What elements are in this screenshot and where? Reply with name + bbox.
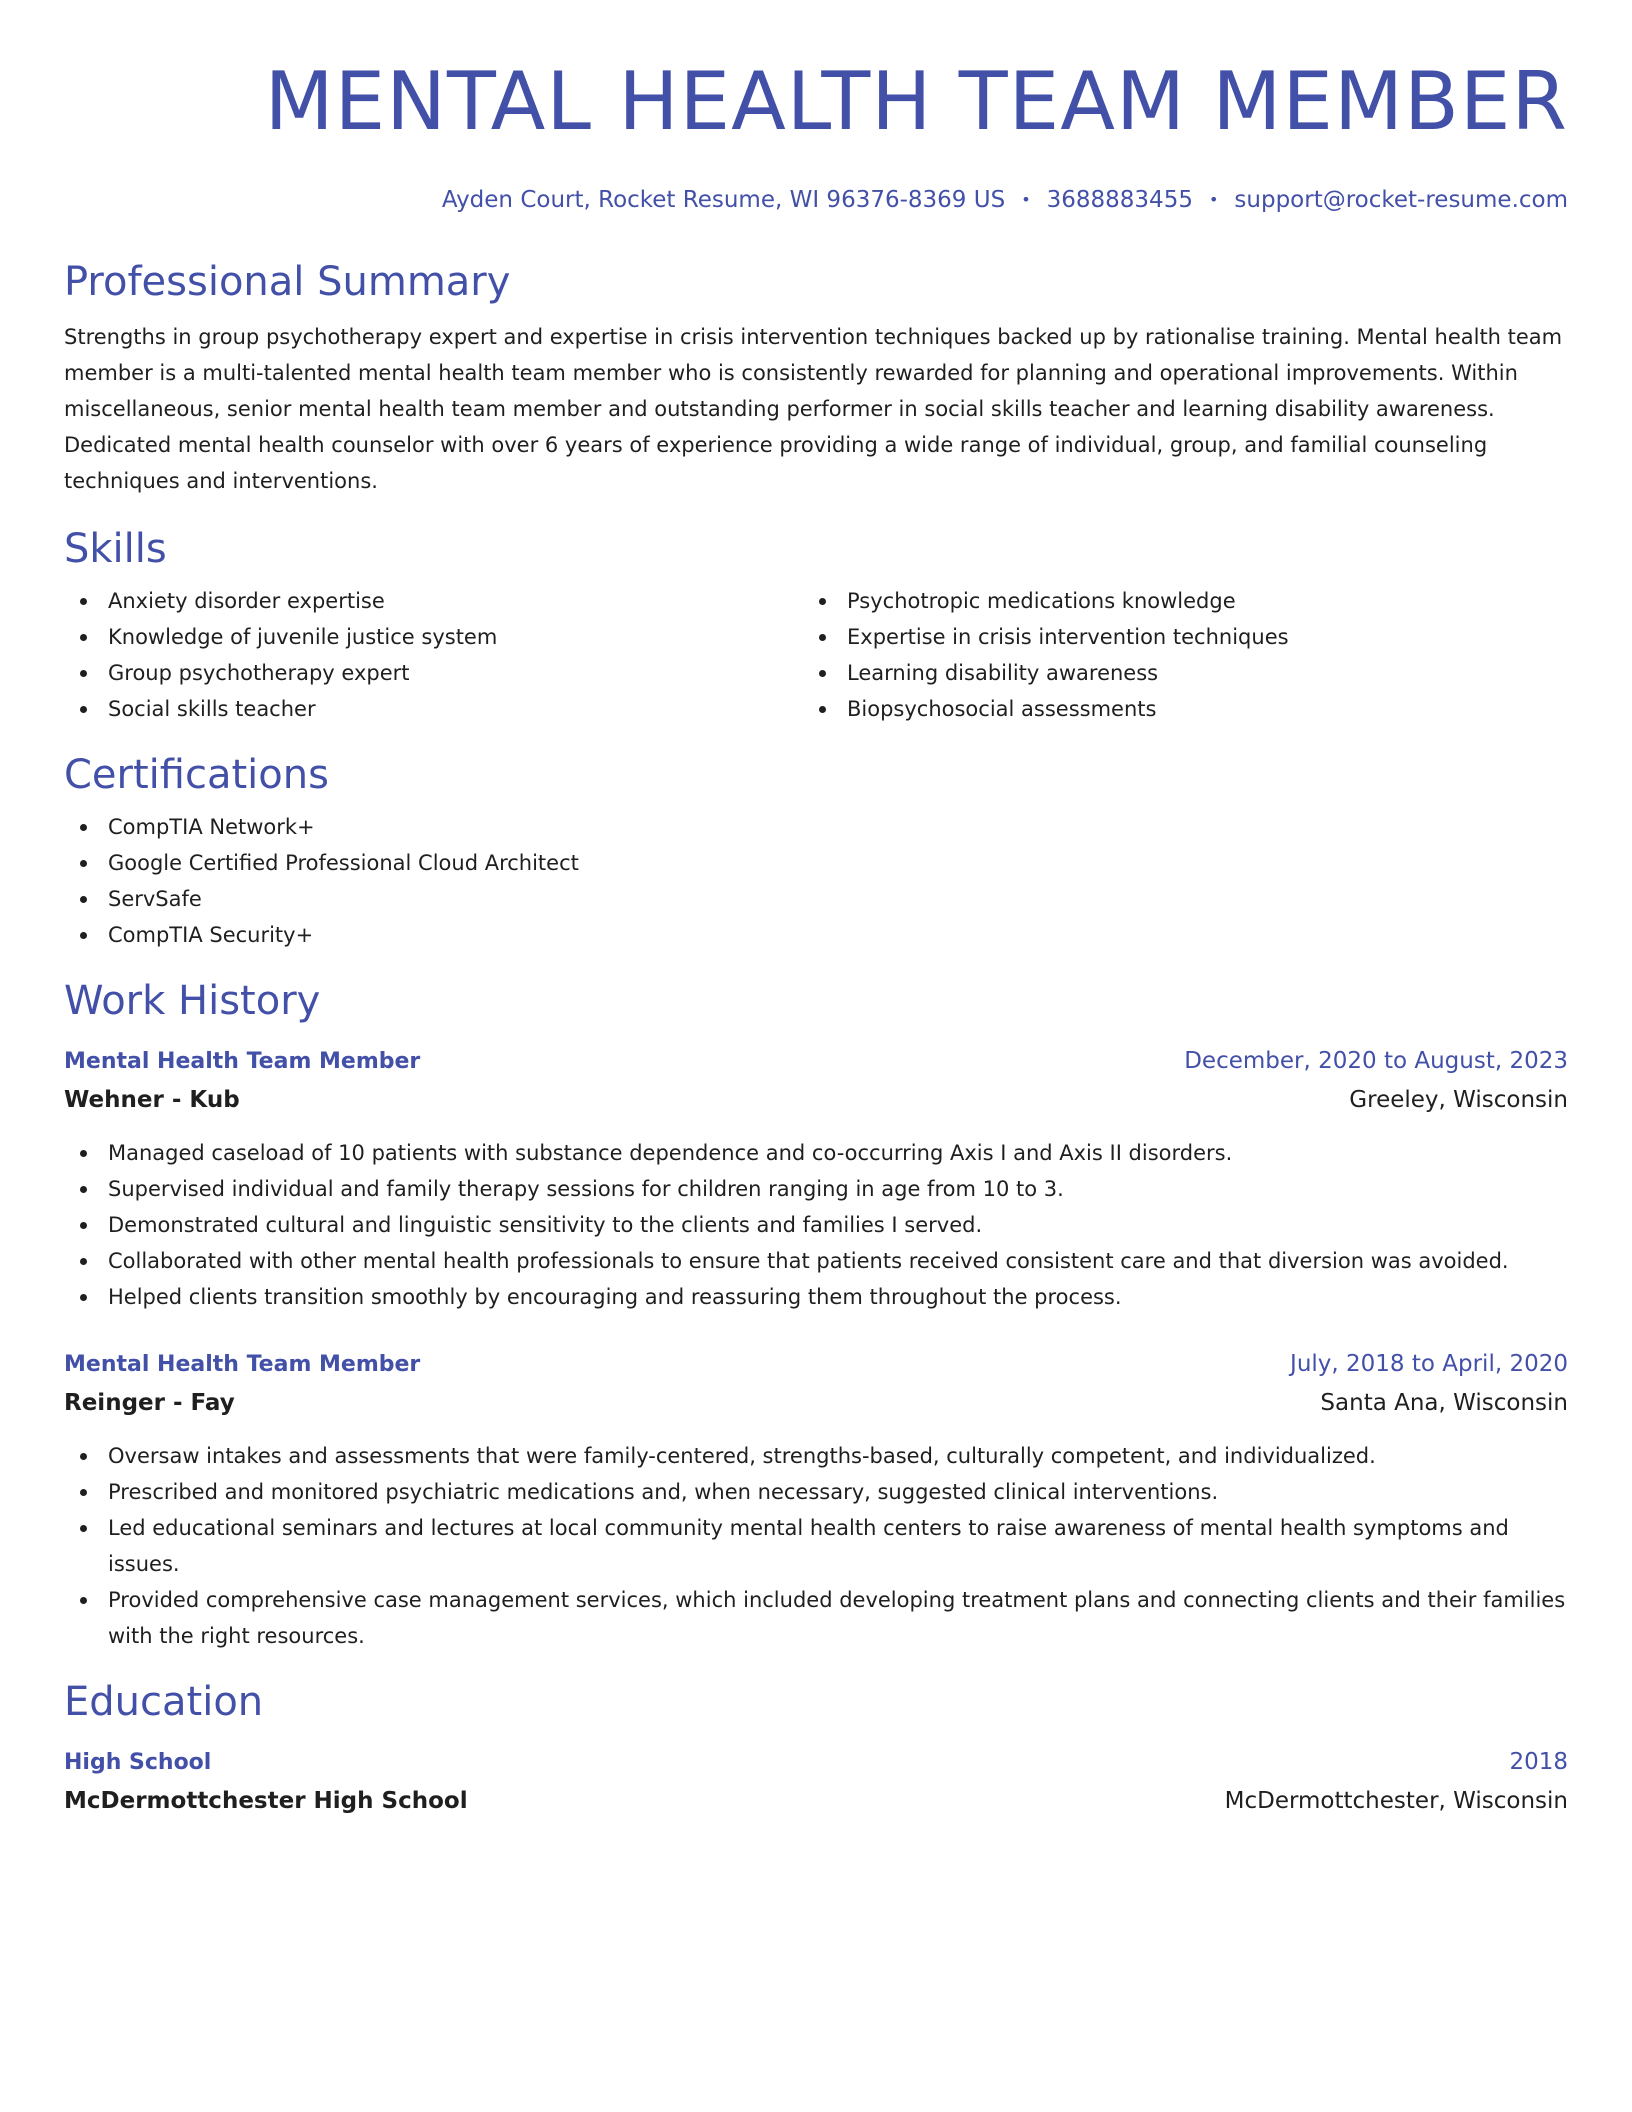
job-bullet: Demonstrated cultural and linguistic sensitivity to the clients and families I served.	[64, 1207, 1568, 1243]
certification-item: Google Certified Professional Cloud Architect	[64, 845, 1568, 881]
job-company: Wehner - Kub	[64, 1087, 240, 1113]
job-bullet: Oversaw intakes and assessments that were family-centered, strengths-based, culturally competent, and individualized.	[64, 1438, 1568, 1474]
section-title-education: Education	[64, 1679, 264, 1725]
job-role: Mental Health Team Member	[64, 1049, 421, 1074]
certification-item: CompTIA Security+	[64, 917, 1568, 953]
skill-item: Social skills teacher	[64, 691, 803, 727]
job-role: Mental Health Team Member	[64, 1352, 421, 1377]
job-bullets	[64, 1438, 1568, 1654]
education-subheader	[64, 1782, 1568, 1820]
job-header	[64, 1042, 1568, 1081]
job-bullet: Prescribed and monitored psychiatric medications and, when necessary, suggested clinical interventions.	[64, 1474, 1568, 1510]
section-title-skills: Skills	[64, 526, 167, 572]
skill-item: Group psychotherapy expert	[64, 655, 803, 691]
skill-item: Anxiety disorder expertise	[64, 583, 803, 619]
contact-address: Ayden Court, Rocket Resume, WI 96376-8369 US	[441, 187, 1006, 213]
job-bullets	[64, 1135, 1568, 1315]
job-bullet: Collaborated with other mental health professionals to ensure that patients received consistent care and that diversion was avoided.	[64, 1243, 1568, 1279]
job-subheader	[64, 1081, 1568, 1119]
skill-item: Expertise in crisis intervention techniques	[803, 619, 1542, 655]
job-bullet: Led educational seminars and lectures at local community mental health centers to raise awareness of mental health symptoms and issues.	[64, 1510, 1568, 1582]
contact-email[interactable]: support@rocket-resume.com	[1234, 187, 1568, 213]
skills-grid	[64, 583, 1568, 727]
education-entry	[64, 1743, 1568, 1820]
education-school: McDermottchester High School	[64, 1788, 468, 1814]
contact-separator: •	[1208, 190, 1219, 209]
education-header	[64, 1743, 1568, 1782]
job-entry	[64, 1345, 1568, 1654]
contact-line	[64, 185, 1568, 215]
job-dates: December, 2020 to August, 2023	[1184, 1048, 1568, 1074]
summary-text: Strengths in group psychotherapy expert and expertise in crisis intervention techniques backed up by rationalise training. Mental health team member is a multi-talented mental health team member who is consistently rewarded for planning and operational improvements. Within miscellaneous, senior mental health team member and outstanding performer in social skills teacher and learning disability awareness. Dedicated mental health counselor with over 6 years of experience providing a wide range of individual, group, and familial counseling techniques and interventions.	[64, 325, 1563, 493]
job-header	[64, 1345, 1568, 1384]
education-degree: High School	[64, 1750, 212, 1775]
job-location: Santa Ana, Wisconsin	[1320, 1390, 1568, 1416]
contact-phone: 3688883455	[1046, 187, 1193, 213]
section-title-summary: Professional Summary	[64, 259, 511, 305]
skills-list-left	[64, 583, 803, 727]
job-bullet: Supervised individual and family therapy sessions for children ranging in age from 10 to 3.	[64, 1171, 1568, 1207]
skill-item: Psychotropic medications knowledge	[803, 583, 1542, 619]
certifications-list	[64, 809, 1568, 953]
skill-item: Biopsychosocial assessments	[803, 691, 1542, 727]
job-bullet: Helped clients transition smoothly by encouraging and reassuring them throughout the process.	[64, 1279, 1568, 1315]
section-title-certifications: Certifications	[64, 752, 329, 798]
skills-list-right	[803, 583, 1542, 727]
contact-separator: •	[1021, 190, 1031, 209]
job-company: Reinger - Fay	[64, 1390, 235, 1416]
resume-title: MENTAL HEALTH TEAM MEMBER	[264, 55, 1568, 148]
skill-item: Knowledge of juvenile justice system	[64, 619, 803, 655]
skill-item: Learning disability awareness	[803, 655, 1542, 691]
job-subheader	[64, 1384, 1568, 1422]
education-year: 2018	[1509, 1749, 1568, 1775]
job-bullet: Managed caseload of 10 patients with substance dependence and co-occurring Axis I and Axis II disorders.	[64, 1135, 1568, 1171]
education-location: McDermottchester, Wisconsin	[1224, 1788, 1568, 1814]
certification-item: CompTIA Network+	[64, 809, 1568, 845]
job-entry	[64, 1042, 1568, 1315]
job-dates: July, 2018 to April, 2020	[1290, 1351, 1568, 1377]
job-location: Greeley, Wisconsin	[1349, 1087, 1568, 1113]
section-title-work-history: Work History	[64, 978, 321, 1024]
certification-item: ServSafe	[64, 881, 1568, 917]
job-bullet: Provided comprehensive case management services, which included developing treatment plans and connecting clients and their families with the right resources.	[64, 1582, 1568, 1654]
